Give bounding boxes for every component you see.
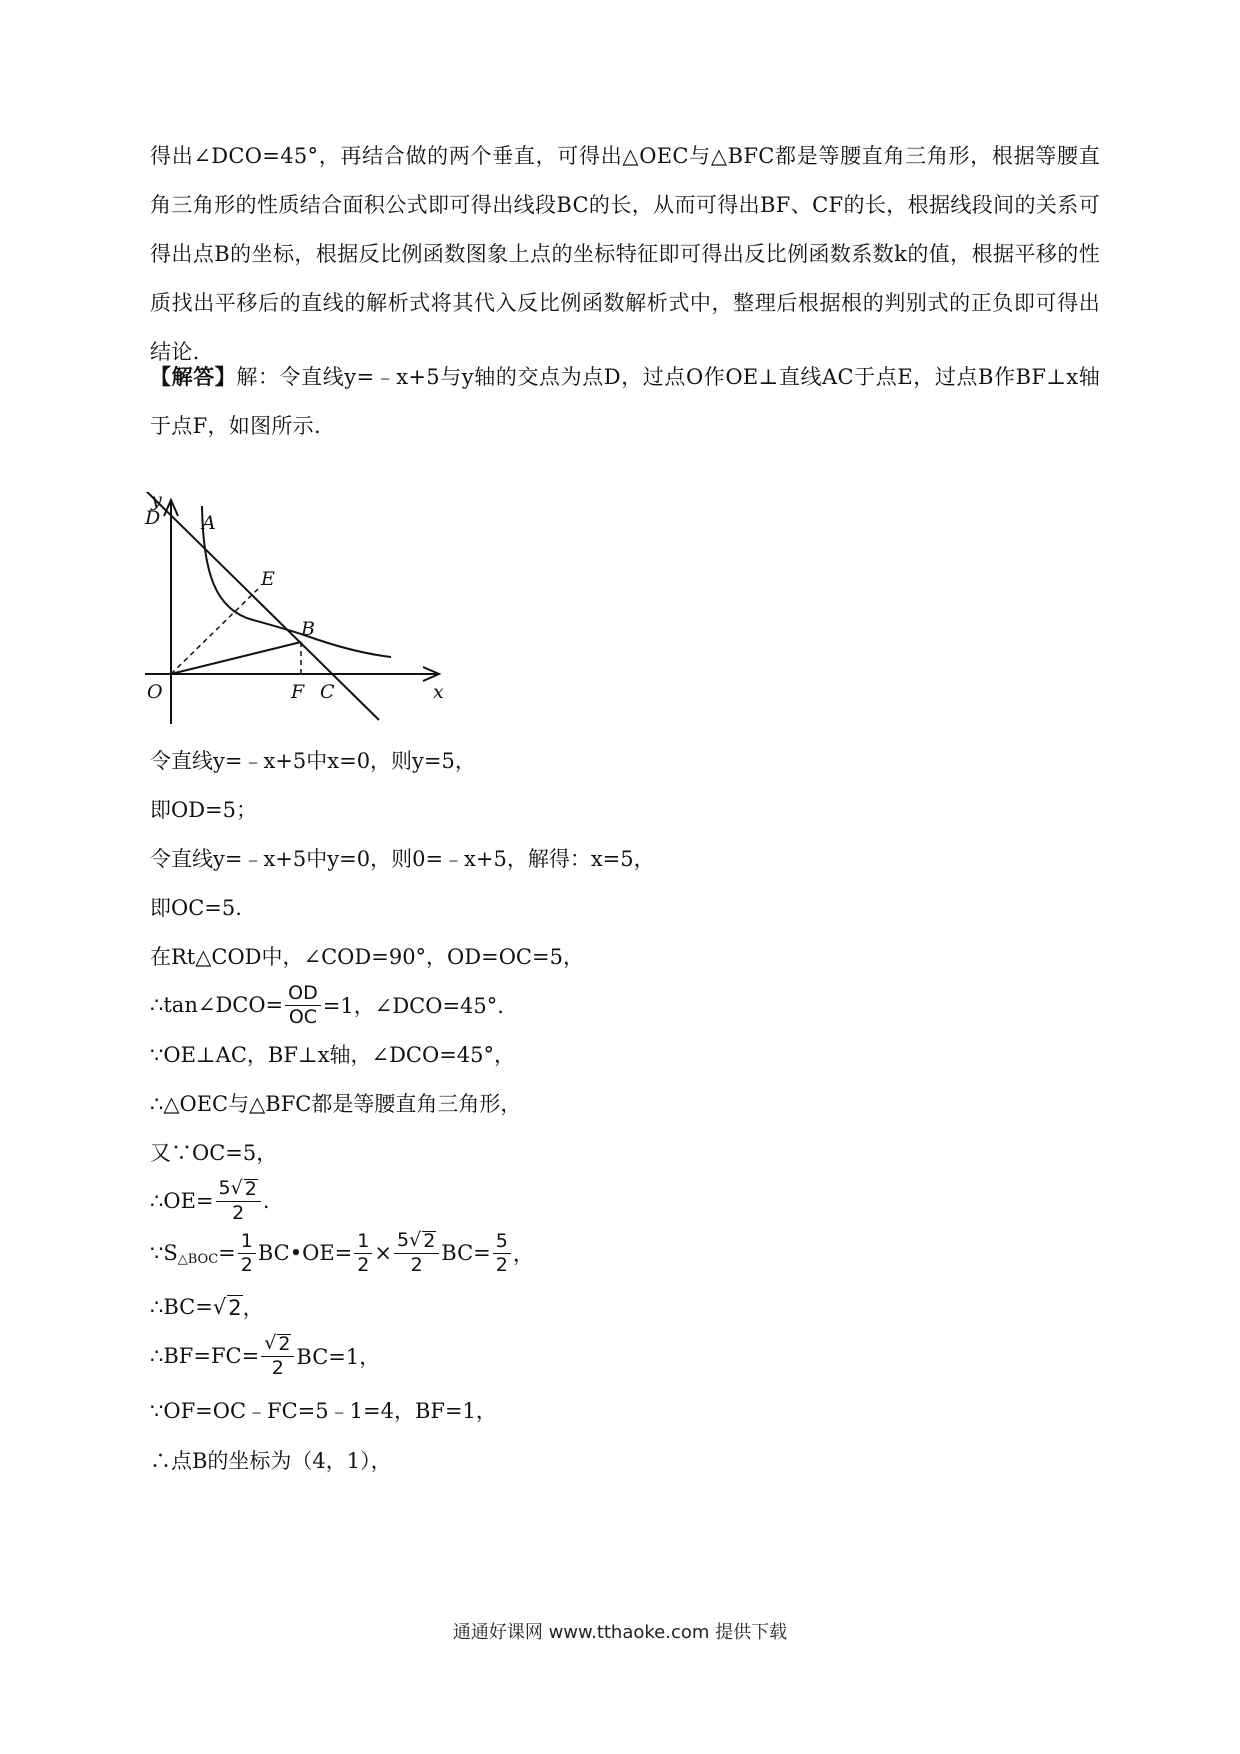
step-15: ∴点B的坐标为（4，1）， — [150, 1449, 392, 1473]
frac-denominator: OC — [288, 1005, 318, 1028]
step-10 — [150, 1177, 270, 1224]
frac-numerator: 5 — [493, 1232, 511, 1254]
times-sign: × — [374, 1241, 392, 1265]
step-12-post: ， — [242, 1296, 264, 1320]
sqrt-symbol: √ 2 — [264, 1332, 291, 1355]
step-10-pre: ∴OE= — [150, 1189, 214, 1213]
step-11-mid2: BC= — [441, 1241, 491, 1265]
frac-denominator: 2 — [357, 1253, 370, 1276]
fraction-half-2 — [354, 1229, 372, 1276]
step-7: ∵OE⊥AC，BF⊥x轴，∠DCO=45°， — [150, 1043, 516, 1067]
step-6-post: =1，∠DCO=45°. — [322, 994, 504, 1018]
radicand: 2 — [423, 1230, 436, 1252]
label-b: B — [301, 618, 315, 640]
step-11-pre: ∵S — [150, 1241, 178, 1265]
hyperbola-curve — [202, 506, 391, 657]
step-11-mid: BC•OE= — [257, 1241, 353, 1265]
step-14: ∵OF=OC﹣FC=5﹣1=4，BF=1， — [150, 1399, 497, 1423]
subscript-boc: △BOC — [177, 1251, 219, 1267]
coef: 5 — [396, 1229, 410, 1251]
label-d: D — [145, 507, 161, 529]
radicand: 2 — [228, 1295, 242, 1320]
sqrt-symbol: √ 2 — [409, 1229, 436, 1252]
label-c: C — [320, 681, 335, 703]
step-12-pre: ∴BC= — [150, 1295, 213, 1319]
label-a: A — [202, 512, 216, 534]
solution-intro-text: 解：令直线y=﹣x+5与y轴的交点为点D，过点O作OE⊥直线AC于点E，过点B作BF⊥x轴于点F，如图所示. — [150, 365, 1101, 438]
frac-denominator: 2 — [495, 1253, 508, 1276]
fraction-root2-half — [261, 1334, 294, 1378]
fraction-half-1 — [238, 1229, 256, 1276]
label-o: O — [147, 681, 163, 703]
step-11-eq: = — [218, 1241, 236, 1265]
label-f: F — [291, 681, 305, 703]
frac-numerator: 1 — [354, 1232, 372, 1254]
step-9: 又∵OC=5， — [150, 1141, 278, 1165]
segment-ob — [171, 642, 301, 674]
line-ac — [145, 492, 379, 720]
solution-label: 【解答】 — [150, 364, 237, 389]
frac-denominator: 2 — [240, 1253, 253, 1276]
geometry-figure — [145, 492, 455, 728]
analysis-paragraph: 得出∠DCO=45°，再结合做的两个垂直，可得出△OEC与△BFC都是等腰直角三角形，根据等腰直角三角形的性质结合面积公式即可得出线段BC的长，从而可得出BF、CF的长，根据线段间的关系可得出点B的坐标，根据反比例函数图象上点的坐标特征即可得出反比例函数系数k的值，根据平移的性质找出平移后的直线的解析式将其代入反比例函数解析式中，整理后根据根的判别式的正负即可得出结论. — [150, 144, 1100, 364]
label-y: y — [151, 492, 162, 511]
fraction-od-oc — [285, 981, 321, 1028]
step-10-post: . — [262, 1189, 270, 1213]
segment-oe — [171, 589, 258, 674]
fraction-oe — [216, 1179, 261, 1223]
frac-denominator: 2 — [271, 1357, 284, 1379]
solution-intro — [150, 352, 1100, 451]
step-2: 即OD=5； — [150, 798, 258, 822]
page-footer: 通通好课网 www.tthaoke.com 提供下载 — [452, 1622, 788, 1643]
sqrt-symbol: √ 2 — [230, 1177, 257, 1200]
fraction-oe-value — [394, 1231, 439, 1275]
step-5: 在Rt△COD中，∠COD=90°，OD=OC=5， — [150, 945, 584, 969]
step-4: 即OC=5. — [150, 896, 242, 920]
step-8: ∴△OEC与△BFC都是等腰直角三角形， — [150, 1092, 522, 1116]
label-e: E — [261, 568, 275, 590]
coef: 5 — [218, 1177, 231, 1199]
step-6-pre: ∴tan∠DCO= — [150, 993, 284, 1017]
step-3: 令直线y=﹣x+5中y=0，则0=﹣x+5，解得：x=5， — [150, 847, 655, 871]
step-11 — [150, 1229, 534, 1276]
step-1: 令直线y=﹣x+5中x=0，则y=5， — [150, 749, 476, 773]
step-11-post: ， — [512, 1242, 534, 1266]
radicand: 2 — [244, 1178, 257, 1200]
step-13-post: BC=1， — [296, 1345, 381, 1369]
step-6 — [150, 981, 504, 1028]
radicand: 2 — [278, 1333, 291, 1355]
step-13-pre: ∴BF=FC= — [150, 1344, 260, 1368]
sqrt-symbol: √ 2 — [212, 1294, 242, 1320]
frac-denominator: 2 — [410, 1254, 423, 1276]
frac-denominator: 2 — [232, 1202, 245, 1224]
frac-numerator: 1 — [238, 1232, 256, 1254]
frac-numerator: OD — [285, 984, 321, 1006]
step-12 — [150, 1287, 264, 1327]
label-x: x — [433, 681, 444, 703]
fraction-five-halves — [493, 1229, 511, 1276]
step-13 — [150, 1332, 381, 1379]
